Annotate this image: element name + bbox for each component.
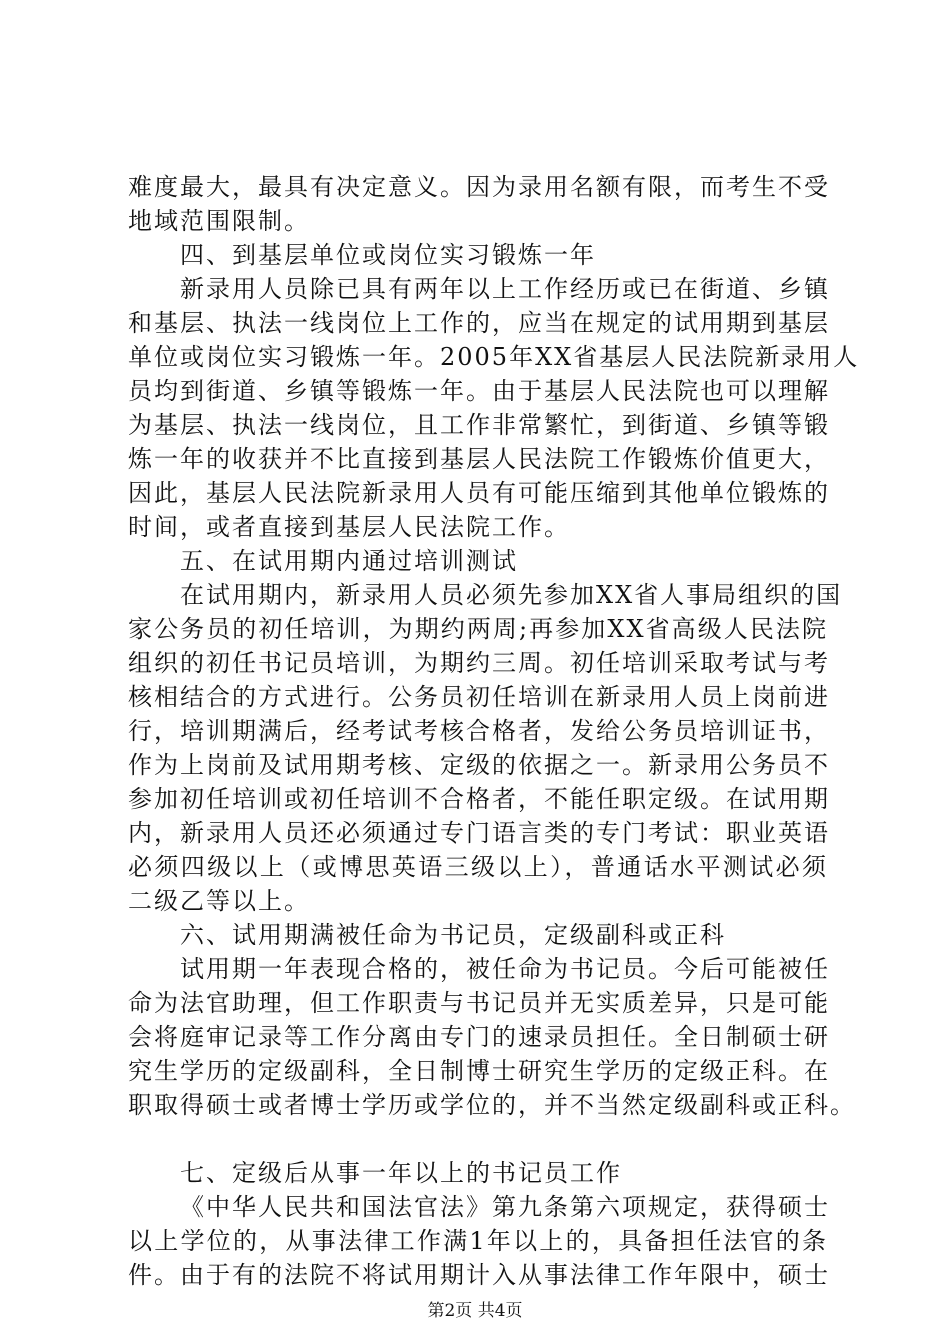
paragraph-line: 在试用期内，新录用人员必须先参加XX省人事局组织的国	[180, 581, 843, 609]
paragraph-line: 地域范围限制。	[128, 207, 310, 235]
section-heading: 七、定级后从事一年以上的书记员工作	[180, 1159, 622, 1187]
section-heading: 五、在试用期内通过培训测试	[180, 547, 518, 575]
page-number-footer: 第2页 共4页	[427, 1301, 523, 1321]
document-body	[128, 170, 860, 1292]
paragraph-line: 以上学位的，从事法律工作满1年以上的，具备担任法官的条	[128, 1227, 828, 1255]
paragraph-line: 必须四级以上（或博思英语三级以上），普通话水平测试必须	[128, 853, 828, 881]
paragraph-line: 二级乙等以上。	[128, 887, 310, 915]
paragraph-line: 因此，基层人民法院新录用人员有可能压缩到其他单位锻炼的	[128, 479, 830, 507]
paragraph-line: 和基层、执法一线岗位上工作的，应当在规定的试用期到基层	[128, 309, 830, 337]
paragraph-line: 参加初任培训或初任培训不合格者，不能任职定级。在试用期	[128, 785, 830, 813]
section-heading: 四、到基层单位或岗位实习锻炼一年	[180, 241, 596, 269]
paragraph-line: 家公务员的初任培训，为期约两周;再参加XX省高级人民法院	[128, 615, 828, 643]
paragraph-gap	[128, 1122, 828, 1156]
section-heading: 六、试用期满被任命为书记员，定级副科或正科	[180, 921, 726, 949]
paragraph-line: 新录用人员除已具有两年以上工作经历或已在街道、乡镇	[180, 275, 830, 303]
paragraph-line: 核相结合的方式进行。公务员初任培训在新录用人员上岗前进	[128, 683, 830, 711]
paragraph-line: 职取得硕士或者博士学历或学位的，并不当然定级副科或正科。	[128, 1091, 856, 1119]
paragraph-line: 炼一年的收获并不比直接到基层人民法院工作锻炼价值更大，	[128, 445, 830, 473]
paragraph-line: 时间，或者直接到基层人民法院工作。	[128, 513, 570, 541]
paragraph-line: 为基层、执法一线岗位，且工作非常繁忙，到街道、乡镇等锻	[128, 411, 830, 439]
paragraph-line: 究生学历的定级副科，全日制博士研究生学历的定级正科。在	[128, 1057, 830, 1085]
paragraph-line: 组织的初任书记员培训，为期约三周。初任培训采取考试与考	[128, 649, 830, 677]
paragraph-line: 内，新录用人员还必须通过专门语言类的专门考试：职业英语	[128, 819, 830, 847]
paragraph-line: 行，培训期满后，经考试考核合格者，发给公务员培训证书，	[128, 717, 830, 745]
paragraph-line: 员均到街道、乡镇等锻炼一年。由于基层人民法院也可以理解	[128, 377, 830, 405]
paragraph-line: 命为法官助理，但工作职责与书记员并无实质差异，只是可能	[128, 989, 830, 1017]
paragraph-line: 单位或岗位实习锻炼一年。2005年XX省基层人民法院新录用人	[128, 343, 860, 371]
paragraph-line: 作为上岗前及试用期考核、定级的依据之一。新录用公务员不	[128, 751, 830, 779]
paragraph-line: 会将庭审记录等工作分离由专门的速录员担任。全日制硕士研	[128, 1023, 830, 1051]
paragraph-line: 难度最大，最具有决定意义。因为录用名额有限，而考生不受	[128, 173, 830, 201]
paragraph-line: 试用期一年表现合格的，被任命为书记员。今后可能被任	[180, 955, 830, 983]
paragraph-line: 《中华人民共和国法官法》第九条第六项规定，获得硕士	[180, 1193, 830, 1221]
paragraph-line: 件。由于有的法院不将试用期计入从事法律工作年限中，硕士	[128, 1261, 830, 1289]
